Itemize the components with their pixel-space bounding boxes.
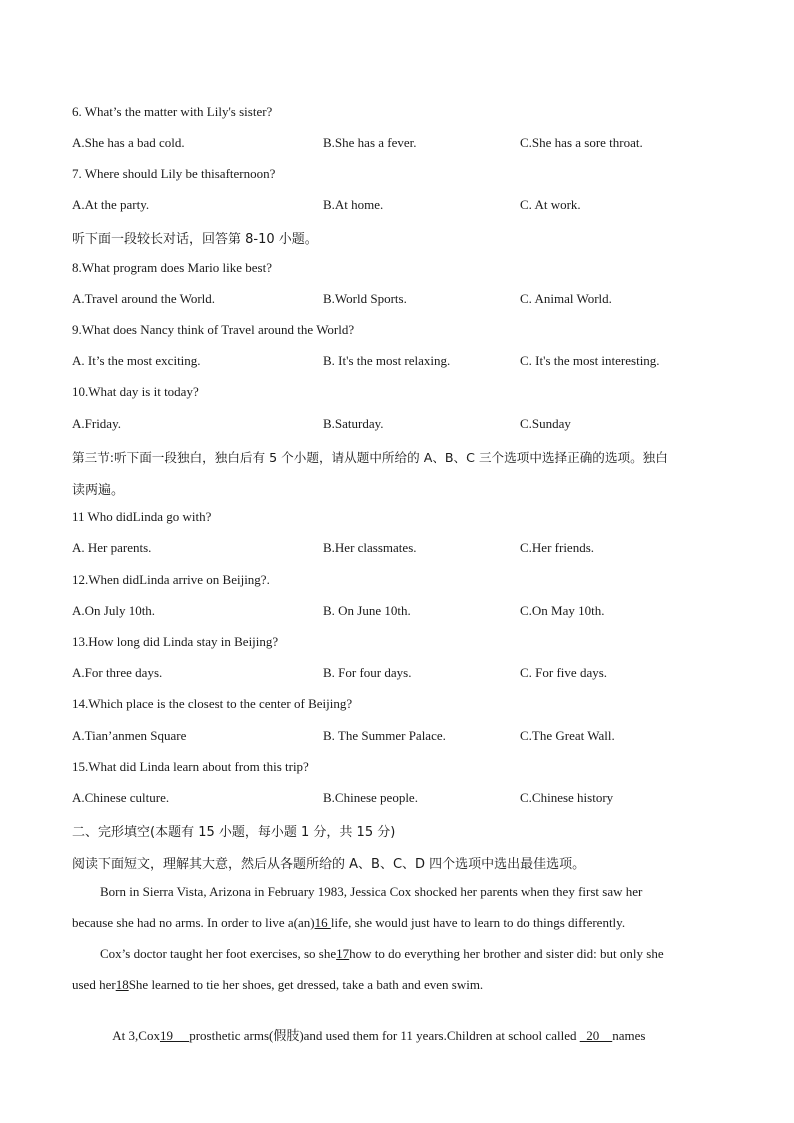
passage-p1-line2 [72,915,625,931]
options-row-12 [0,603,794,621]
option-b: B.Saturday. [323,416,384,431]
option-a: A.Travel around the World. [72,291,216,306]
options-row-11 [0,540,794,558]
section-heading-8-10: 听下面一段较长对话，回答第 8-10 小题。 [72,232,318,247]
question-13: 13.How long did Linda stay in Beijing? [72,634,279,649]
option-c: C. At work. [520,197,581,212]
question-11: 11 Who didLinda go with? [72,509,212,524]
option-c: C. It's the most interesting. [520,353,660,368]
question-9: 9.What does Nancy think of Travel around the World? [72,322,355,337]
option-b: B.World Sports. [323,291,407,306]
option-b: B. It's the most relaxing. [323,353,451,368]
options-row-9 [0,353,794,371]
option-a: A.At the party. [72,197,150,212]
text: She learned to tie her shoes, get dressed, take a bath and even swim. [128,977,484,992]
question-15: 15.What did Linda learn about from this trip? [72,759,309,774]
text: how to do everything her brother and sister did: but only she [349,946,664,961]
options-row-14 [0,728,794,746]
option-c: C.Sunday [520,416,571,431]
option-c: C. For five days. [520,665,608,680]
options-row-7 [0,197,794,215]
option-b: B.At home. [323,197,384,212]
part2-instruction: 阅读下面短文，理解其大意，然后从各题所给的 A、B、C、D 四个选项中选出最佳选项。 [72,857,586,872]
text: life, she would just have to learn to do things differently. [330,915,626,930]
text: names [612,1028,646,1043]
text: because she had no arms. In order to live a(an) [72,915,315,930]
option-a: A.For three days. [72,665,163,680]
option-b: B.She has a fever. [323,135,417,150]
text: prosthetic arms(假肢)and used them for 11 years.Children at school called [189,1028,577,1043]
options-row-6 [0,135,794,153]
text: At 3,Cox [112,1028,160,1043]
options-row-13 [0,665,794,683]
option-a: A.Tian’anmen Square [72,728,187,743]
question-6: 6. What’s the matter with Lily's sister? [72,104,273,119]
option-a: A. It’s the most exciting. [72,353,201,368]
option-c: C.She has a sore throat. [520,135,643,150]
option-a: A.Chinese culture. [72,790,170,805]
option-a: A.Friday. [72,416,121,431]
blank-20: 20 [579,1028,613,1043]
options-row-15 [0,790,794,808]
option-b: B.Her classmates. [323,540,417,555]
option-b: B. On June 10th. [323,603,411,618]
blank-16: 16 [314,915,331,930]
option-c: C.On May 10th. [520,603,605,618]
passage-p1-line1: Born in Sierra Vista, Arizona in February 1983, Jessica Cox shocked her parents when they first saw her [100,884,643,899]
option-c: C.The Great Wall. [520,728,615,743]
passage-p2-line1 [100,946,664,962]
option-a: A. Her parents. [72,540,152,555]
question-7: 7. Where should Lily be thisafternoon? [72,166,276,181]
text: used her [72,977,116,992]
blank-18: 18 [115,977,129,992]
blank-19: 19 [159,1028,190,1043]
option-c: C.Chinese history [520,790,614,805]
option-b: B. For four days. [323,665,412,680]
option-a: A.On July 10th. [72,603,156,618]
option-c: C. Animal World. [520,291,612,306]
option-b: B.Chinese people. [323,790,418,805]
question-8: 8.What program does Mario like best? [72,260,272,275]
section3-heading-line1: 第三节:听下面一段独白，独白后有 5 个小题，请从题中所给的 A、B、C 三个选项中选择正确的选项。独白 [72,450,668,465]
part2-title: 二、完形填空(本题有 15 小题，每小题 1 分，共 15 分) [72,825,396,840]
passage-p2-line2 [72,977,483,993]
option-b: B. The Summer Palace. [323,728,446,743]
section3-heading-line2: 读两遍。 [72,483,125,498]
passage-p3-line1 [100,1009,645,1060]
question-14: 14.Which place is the closest to the center of Beijing? [72,696,353,711]
text: Cox’s doctor taught her foot exercises, so she [100,946,337,961]
option-c: C.Her friends. [520,540,595,555]
option-a: A.She has a bad cold. [72,135,185,150]
options-row-10 [0,416,794,434]
blank-17: 17 [336,946,350,961]
options-row-8 [0,291,794,309]
question-10: 10.What day is it today? [72,384,199,399]
question-12: 12.When didLinda arrive on Beijing?. [72,572,270,587]
